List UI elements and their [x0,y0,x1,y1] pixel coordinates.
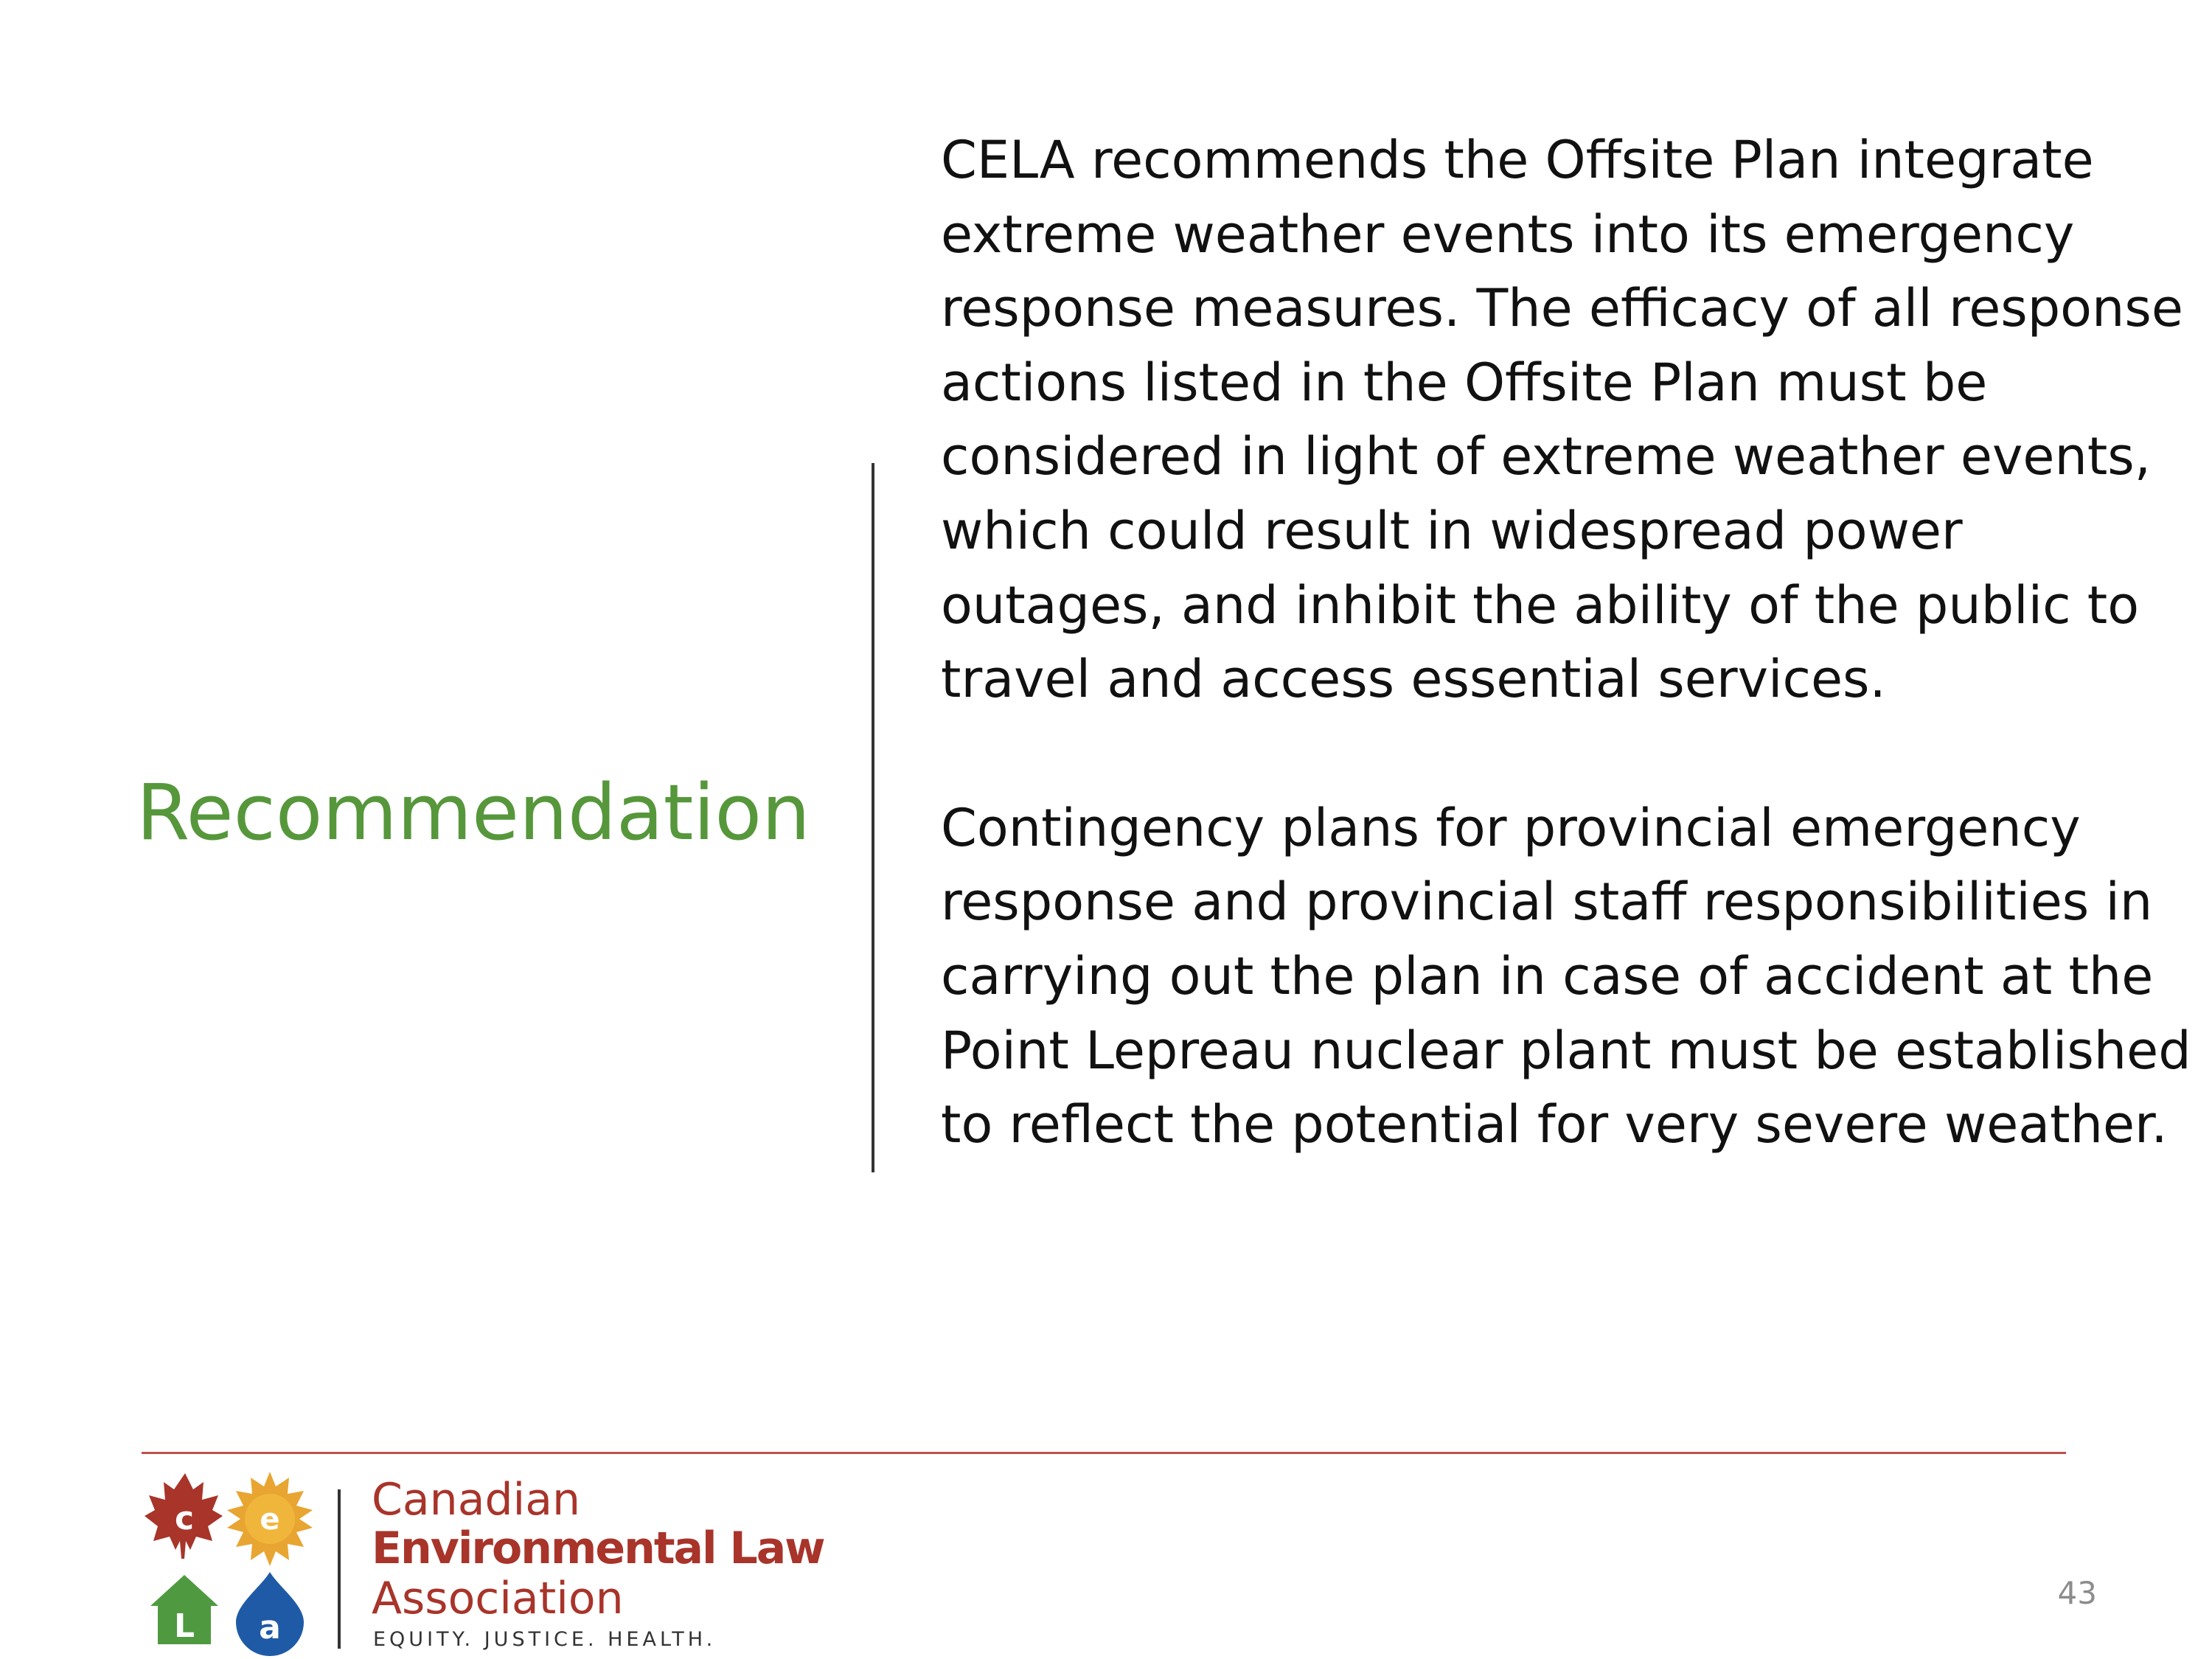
vertical-divider [872,463,874,1172]
logo-name-line-2: Environmental Law [372,1523,824,1574]
page-number: 43 [2057,1575,2097,1611]
slide-body [941,123,2194,1162]
body-paragraph-1: CELA recommends the Offsite Plan integrate extreme weather events into its emergency response measures. The efficacy of all response actions listed in the Offsite Plan must be considered in light of extreme weather events, which could result in widespread power outages, and inhibit the ability of the public to travel and access essential services. [941,130,2183,710]
house-icon [150,1575,218,1645]
water-drop-icon [236,1572,304,1656]
sun-icon [227,1472,313,1566]
footer-rule [142,1452,2066,1454]
logo-tagline: EQUITY. JUSTICE. HEALTH. [373,1628,717,1651]
logo-letter-e: e [260,1503,280,1537]
body-paragraph-2: Contingency plans for provincial emergency response and provincial staff responsibilities in carrying out the plan in case of accident at the Point Lepreau nuclear plant must be established to reflect the potential for very severe weather. [941,797,2191,1155]
logo-letter-l: L [173,1607,195,1645]
logo-name-line-3: Association [372,1573,624,1624]
logo-separator [338,1489,341,1649]
logo-name-line-1: Canadian [372,1474,581,1526]
logo-marks [145,1467,321,1659]
cela-logo [145,1467,830,1659]
logo-letter-c: c [174,1500,195,1537]
slide-title: Recommendation [136,768,810,858]
maple-leaf-icon [145,1473,223,1559]
logo-letter-a: a [259,1609,281,1646]
